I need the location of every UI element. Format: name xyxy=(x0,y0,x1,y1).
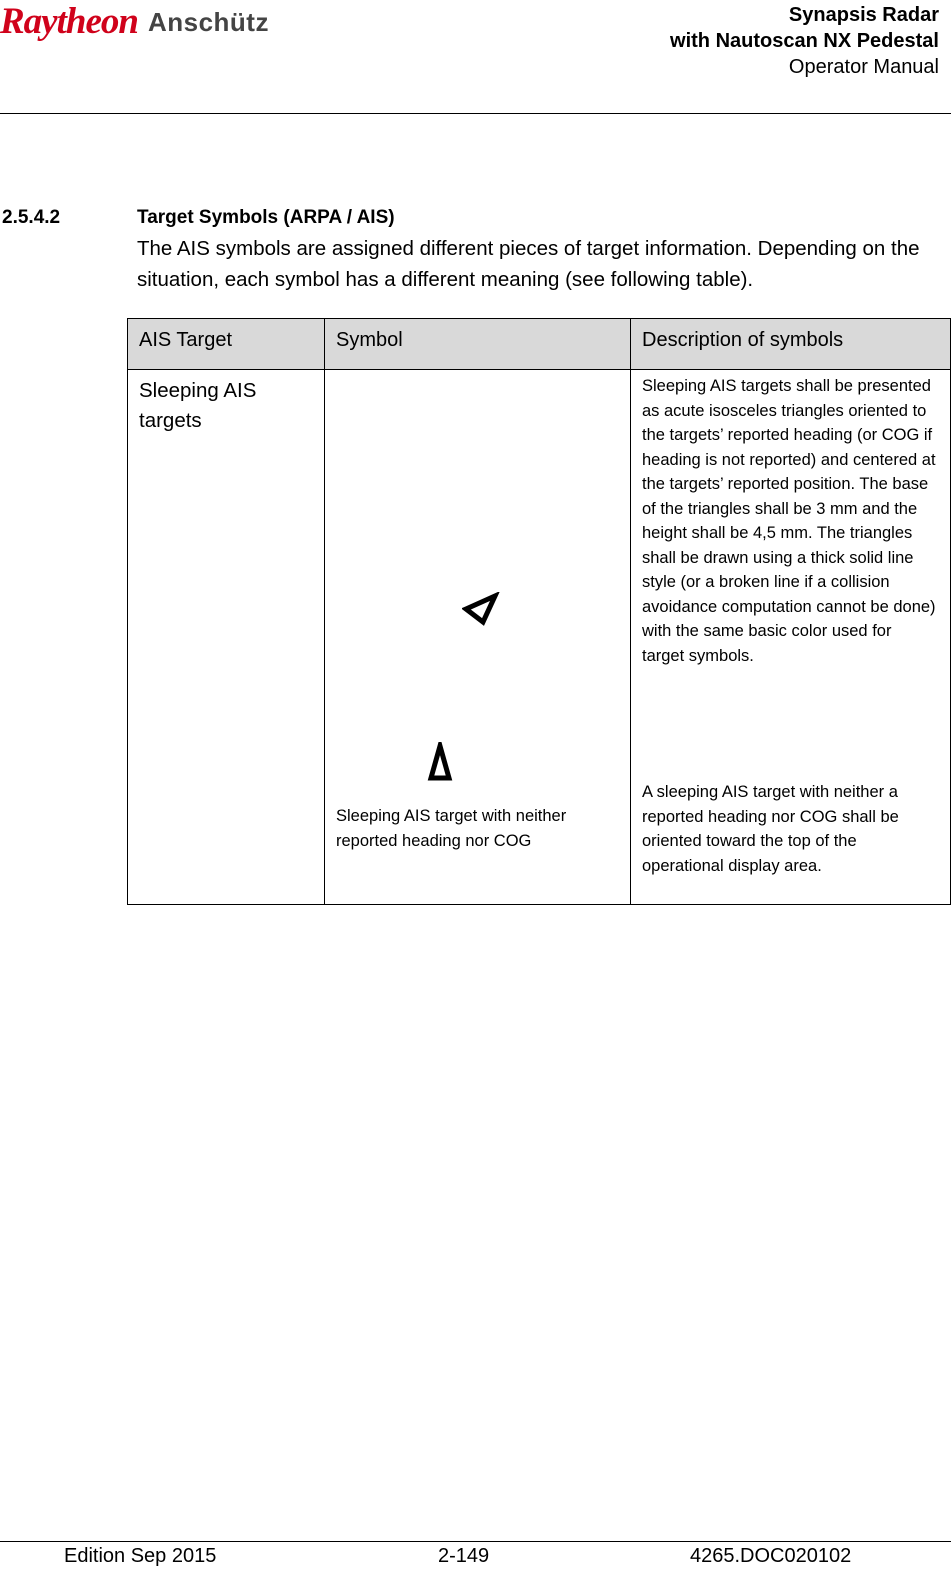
symbol-table xyxy=(127,318,951,905)
target-label: Sleeping AIS targets xyxy=(139,379,257,432)
document-type: Operator Manual xyxy=(788,56,939,78)
header-cell-symbol: Symbol xyxy=(325,319,631,370)
symbol-cell xyxy=(325,370,631,905)
document-header xyxy=(670,2,939,80)
table-row xyxy=(128,370,951,905)
product-name: Synapsis Radar xyxy=(788,4,939,26)
logo-anschutz: Anschütz xyxy=(147,7,269,37)
logo-raytheon: Raytheon xyxy=(0,1,138,42)
footer-page-number: 2-149 xyxy=(438,1545,490,1567)
footer-edition: Edition Sep 2015 xyxy=(64,1545,217,1567)
table-header-row xyxy=(128,319,951,370)
target-cell xyxy=(128,370,325,905)
sleeping-ais-heading-triangle-icon xyxy=(462,592,502,632)
product-variant: with Nautoscan NX Pedestal xyxy=(670,30,939,52)
footer-rule xyxy=(0,1541,951,1542)
description-cell xyxy=(631,370,951,905)
symbol-caption: Sleeping AIS target with neither reported heading nor COG xyxy=(336,807,567,850)
company-logo xyxy=(0,2,269,42)
description-primary: Sleeping AIS targets shall be presented as acute isosceles triangles oriented to the targets’ reported heading (or COG if heading is not reported) and centered at the targets’ reported position. The base of the triangles shall be 3 mm and the height shall be 4,5 mm. The triangles shall be drawn using a thick solid line style (or a broken line if a collision avoidance computation cannot be done) with the same basic color used for target symbols. xyxy=(642,377,936,665)
footer-document-id: 4265.DOC020102 xyxy=(690,1545,852,1567)
header-rule xyxy=(0,113,951,114)
header-cell-description: Description of symbols xyxy=(631,319,951,370)
section-title: Target Symbols (ARPA / AIS) xyxy=(137,207,395,228)
sleeping-ais-no-heading-triangle-icon xyxy=(427,742,453,784)
description-secondary: A sleeping AIS target with neither a reported heading nor COG shall be oriented toward the top of the operational display area. xyxy=(642,783,899,875)
section-number: 2.5.4.2 xyxy=(2,207,61,228)
section-intro: The AIS symbols are assigned different pieces of target information. Depending on the situation, each symbol has a different meaning (see following table). xyxy=(137,237,920,291)
header-cell-ais-target: AIS Target xyxy=(128,319,325,370)
